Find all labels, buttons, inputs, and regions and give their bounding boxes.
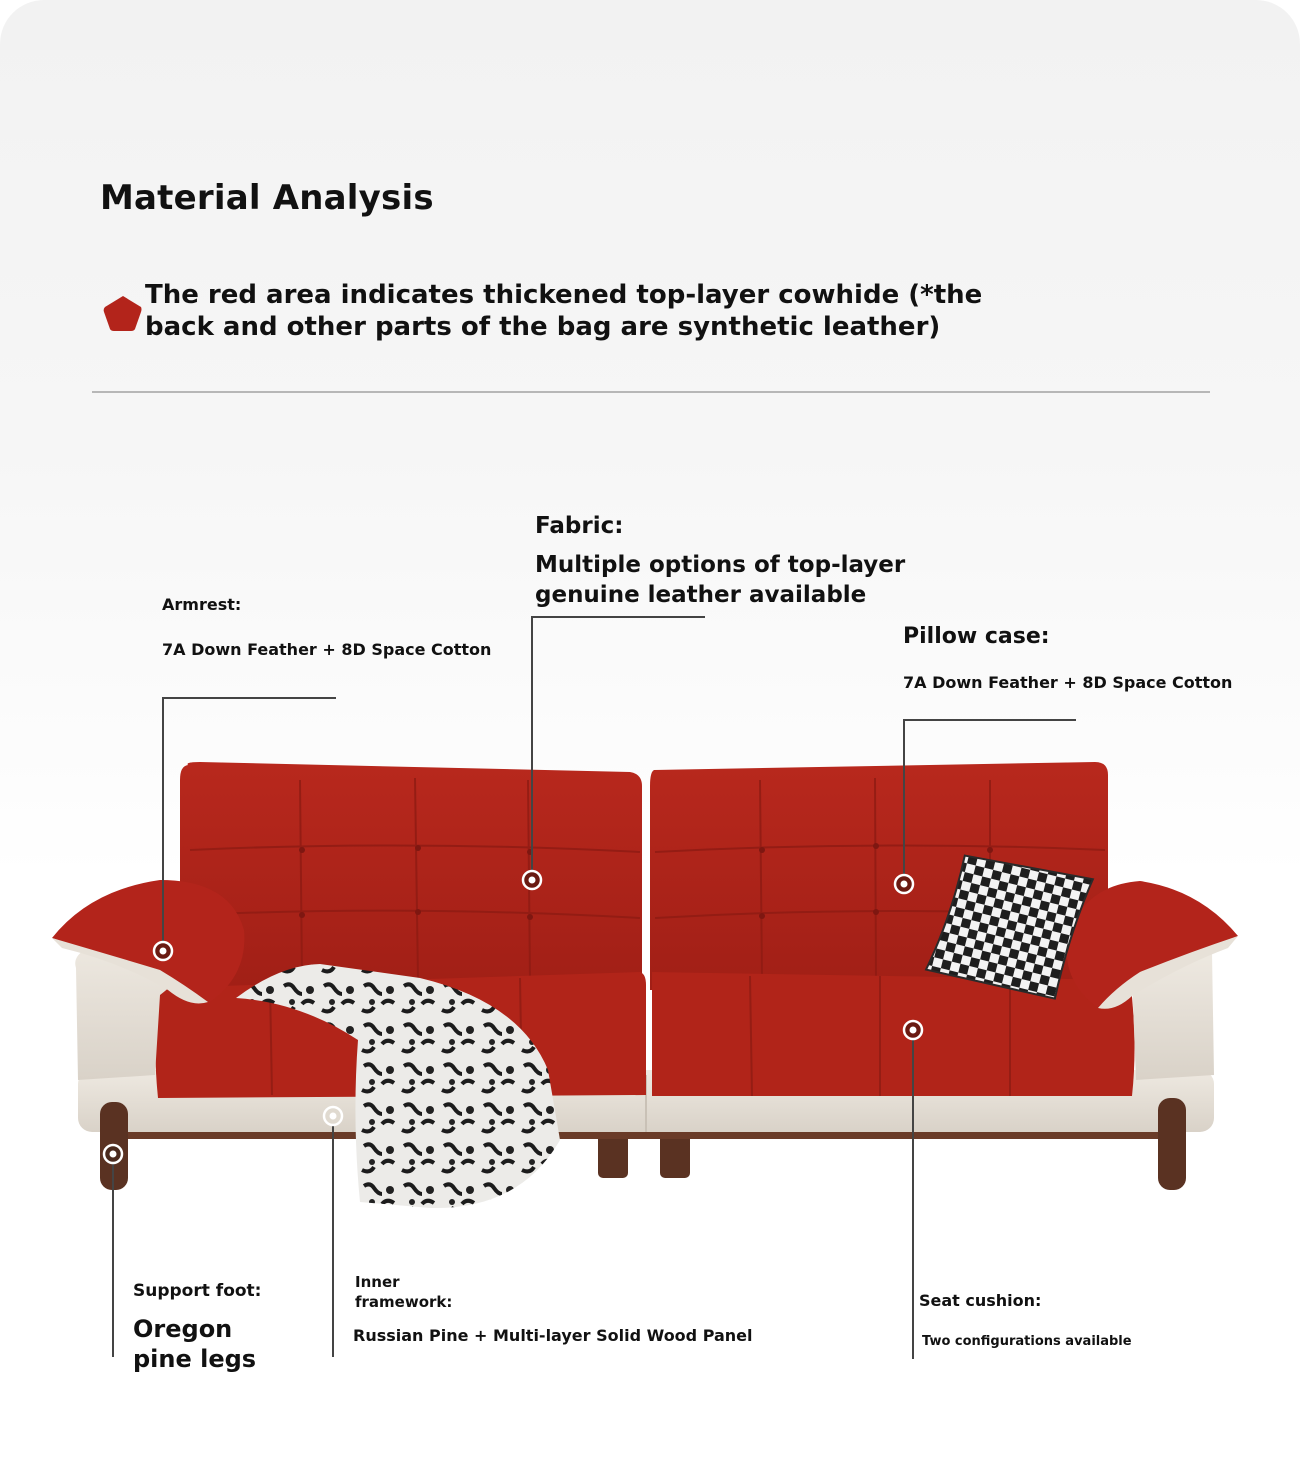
divider (92, 391, 1210, 393)
armrest-heading: Armrest: (162, 595, 242, 614)
fabric-heading: Fabric: (535, 513, 624, 539)
framework-detail: Russian Pine + Multi-layer Solid Wood Panel (353, 1326, 753, 1345)
fabric-detail: Multiple options of top-layer genuine leather available (535, 552, 906, 608)
framework-heading: Inner framework: (355, 1273, 453, 1311)
seat-detail: Two configurations available (922, 1334, 1132, 1349)
support-detail: Oregon pine legs (133, 1315, 257, 1373)
armrest-detail: 7A Down Feather + 8D Space Cotton (162, 640, 492, 659)
seat-heading: Seat cushion: (919, 1291, 1042, 1310)
legend-text: The red area indicates thickened top-layer cowhide (*the back and other parts of the bag are synthetic leather) (145, 280, 983, 342)
support-heading: Support foot: (133, 1281, 262, 1301)
red-pentagon-icon (102, 293, 144, 335)
sofa-illustration (0, 740, 1300, 1220)
pillow-heading: Pillow case: (903, 624, 1050, 649)
pillow-detail: 7A Down Feather + 8D Space Cotton (903, 673, 1233, 692)
page-title: Material Analysis (100, 178, 434, 218)
